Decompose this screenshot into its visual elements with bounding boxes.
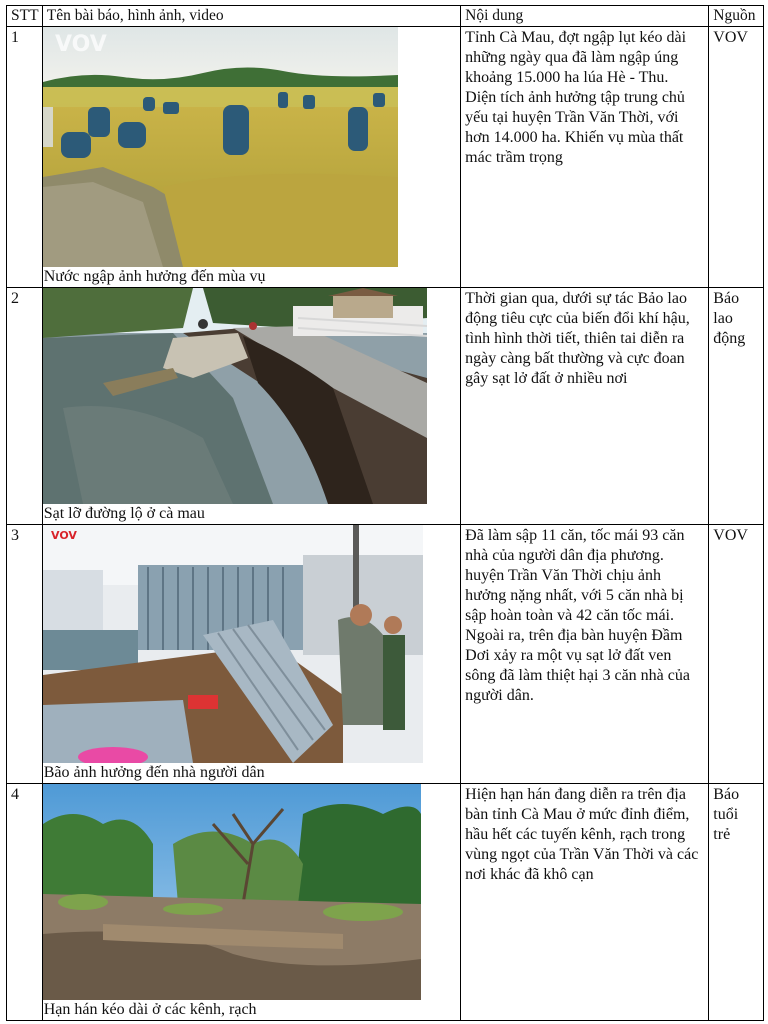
media-caption: Hạn hán kéo dài ở các kênh, rạch — [43, 1001, 257, 1018]
content-text — [461, 27, 709, 288]
vov-watermark: VOV — [54, 32, 107, 57]
source-text: Báo lao động — [709, 288, 764, 525]
media-caption: Bão ảnh hưởng đến nhà người dân — [43, 764, 265, 781]
road-landslide-photo — [43, 288, 427, 504]
row-number: 3 — [7, 525, 43, 784]
table-row — [7, 525, 764, 784]
media-cell — [42, 784, 460, 1021]
vov-logo: VOV — [50, 529, 77, 542]
media-cell — [42, 525, 460, 784]
media-cell — [42, 288, 460, 525]
content-text: Thời gian qua, dưới sự tác Bảo lao động tiêu cực của biến đổi khí hậu, tình hình thời tiết, thiên tai diễn ra ngày càng bất thường và cực đoan gây sạt lở đất ở nhiều nơi — [461, 288, 709, 525]
media-cell — [42, 27, 460, 288]
storm-damaged-houses-photo — [43, 525, 423, 763]
content-text: Hiện hạn hán đang diễn ra trên địa bàn tỉnh Cà Mau ở mức đỉnh điểm, hầu hết các tuyến kênh, rạch trong vùng ngọt của Trần Văn Thời và các nơi khác đã khô cạn — [461, 784, 709, 1021]
table-row — [7, 27, 764, 288]
dry-canal-photo — [43, 784, 421, 1000]
table-row — [7, 784, 764, 1021]
flooded-rice-field-photo — [43, 27, 398, 267]
header-content: Nội dung — [461, 6, 709, 27]
header-stt: STT — [7, 6, 43, 27]
header-title: Tên bài báo, hình ảnh, video — [42, 6, 460, 27]
row-number: 2 — [7, 288, 43, 525]
row-number: 1 — [7, 27, 43, 288]
document-page — [6, 5, 764, 1021]
source-text: VOV — [709, 27, 764, 288]
source-text: VOV — [709, 525, 764, 784]
media-caption: Sạt lỡ đường lộ ở cà mau — [43, 505, 205, 522]
row-number: 4 — [7, 784, 43, 1021]
content-text: Đã làm sập 11 căn, tốc mái 93 căn nhà của người dân địa phương. huyện Trần Văn Thời chịu ảnh hưởng nặng nhất, với 5 căn nhà bị sập hoàn toàn và 42 căn tốc mái. Ngoài ra, trên địa bàn huyện Đầm Dơi xảy ra một vụ sạt lở đất ven sông đã làm thiệt hại 3 căn nhà của người dân. — [461, 525, 709, 784]
header-source: Nguồn — [709, 6, 764, 27]
media-caption: Nước ngập ảnh hưởng đến mùa vụ — [43, 268, 266, 285]
table-header-row — [7, 6, 764, 27]
source-text: Báo tuổi trẻ — [709, 784, 764, 1021]
content-paragraph: Tỉnh Cà Mau, đợt ngập lụt kéo dài những ngày qua đã làm ngập úng khoảng 15.000 ha lúa Hè - Thu. Diện tích ảnh hưởng tập trung chủ yếu tại huyện Trần Văn Thời, với hơn 14.000 ha. Khiến vụ mùa thất mác trầm trọng — [465, 29, 687, 166]
table-row — [7, 288, 764, 525]
news-table — [6, 5, 764, 1021]
